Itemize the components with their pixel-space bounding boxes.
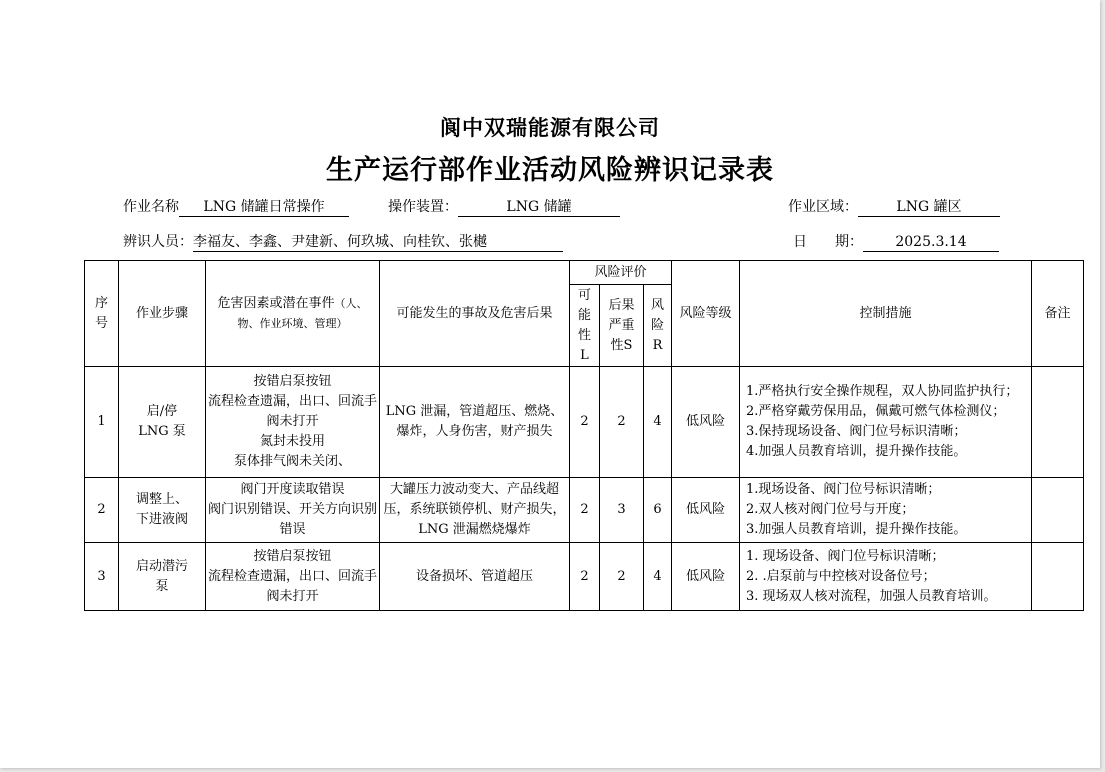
row-l: 2 xyxy=(570,543,600,611)
row-r: 4 xyxy=(644,367,672,478)
hazard-line: 阀门开度读取错误 xyxy=(240,482,345,497)
header-remark: 备注 xyxy=(1032,261,1084,367)
job-name-label: 作业名称 xyxy=(123,199,179,215)
header-control: 控制措施 xyxy=(740,261,1032,367)
control-line: 2.严格穿戴劳保用品，佩戴可燃气体检测仪； xyxy=(746,404,1006,419)
header-step: 作业步骤 xyxy=(119,261,206,367)
header-s: 后果严重性S xyxy=(600,285,644,367)
row-controls xyxy=(740,367,1032,478)
header-level: 风险等级 xyxy=(672,261,740,367)
row-hazards xyxy=(206,543,380,611)
row-remark xyxy=(1032,478,1084,543)
row-seq: 2 xyxy=(85,478,119,543)
table-row xyxy=(85,543,1084,611)
control-line: 1.现场设备、阀门位号标识清晰； xyxy=(746,482,941,497)
row-step: 启动潜污泵 xyxy=(119,543,206,611)
job-name-value: LNG 储罐日常操作 xyxy=(179,199,349,217)
row-l: 2 xyxy=(570,478,600,543)
row-s: 2 xyxy=(600,367,644,478)
date-label: 日 期： xyxy=(793,234,863,250)
header-hazard xyxy=(206,261,380,367)
row-r: 6 xyxy=(644,478,672,543)
row-consequence: 设备损坏、管道超压 xyxy=(380,543,570,611)
hazard-line: 流程检查遗漏，出口、回流手阀未打开 xyxy=(208,568,378,604)
hazard-line: 按错启泵按钮 xyxy=(253,374,332,389)
row-consequence: LNG 泄漏，管道超压、燃烧、爆炸，人身伤害，财产损失 xyxy=(380,367,570,478)
row-r: 4 xyxy=(644,543,672,611)
control-line: 3. 现场双人核对流程，加强人员教育培训。 xyxy=(746,588,997,604)
header-risk-eval: 风险评价 xyxy=(570,261,672,285)
area-field xyxy=(788,196,1000,217)
device-value: LNG 储罐 xyxy=(458,199,620,217)
hazard-line: 阀门识别错误、开关方向识别错误 xyxy=(208,502,378,537)
date-field xyxy=(793,231,999,252)
row-s: 2 xyxy=(600,543,644,611)
row-step: 调整上、下进液阀 xyxy=(119,478,206,543)
risk-table xyxy=(84,260,1084,611)
row-controls xyxy=(740,543,1032,611)
header-consequence: 可能发生的事故及危害后果 xyxy=(380,261,570,367)
control-line: 3.保持现场设备、阀门位号标识清晰； xyxy=(746,424,967,439)
row-remark xyxy=(1032,367,1084,478)
area-label: 作业区域： xyxy=(788,199,858,215)
row-level: 低风险 xyxy=(672,478,740,543)
row-remark xyxy=(1032,543,1084,611)
header-seq: 序号 xyxy=(85,261,119,367)
table-row xyxy=(85,367,1084,478)
header-hazard-note: （人、物、作业环境、管理） xyxy=(237,296,368,330)
header-l: 可能性L xyxy=(570,285,600,367)
area-value: LNG 罐区 xyxy=(858,199,1000,217)
row-hazards xyxy=(206,478,380,543)
control-line: 3.加强人员教育培训，提升操作技能。 xyxy=(746,522,967,537)
hazard-line: 泵体排气阀未关闭、 xyxy=(233,454,351,469)
device-field xyxy=(388,196,620,217)
control-line: 2.双人核对阀门位号与开度； xyxy=(746,502,915,517)
row-seq: 3 xyxy=(85,543,119,611)
header-hazard-main: 危害因素或潜在事件 xyxy=(217,295,335,311)
hazard-line: 按错启泵按钮 xyxy=(253,548,332,564)
row-level: 低风险 xyxy=(672,367,740,478)
control-line: 2. .启泵前与中控核对设备位号； xyxy=(746,568,936,584)
job-name-field xyxy=(123,196,349,217)
device-label: 操作装置： xyxy=(388,199,458,215)
row-l: 2 xyxy=(570,367,600,478)
people-value: 李福友、李鑫、尹建新、何玖城、向桂钦、张樾 xyxy=(193,234,563,252)
document-title: 生产运行部作业活动风险辨识记录表 xyxy=(326,155,774,186)
control-line: 1. 现场设备、阀门位号标识清晰； xyxy=(746,548,945,564)
row-level: 低风险 xyxy=(672,543,740,611)
people-label: 辨识人员： xyxy=(123,234,193,250)
date-value: 2025.3.14 xyxy=(863,234,999,252)
control-line: 4.加强人员教育培训，提升操作技能。 xyxy=(746,444,967,459)
row-controls xyxy=(740,478,1032,543)
table-row xyxy=(85,478,1084,543)
header-row xyxy=(85,261,1084,285)
row-consequence: 大罐压力波动变大、产品线超压，系统联锁停机、财产损失，LNG 泄漏燃烧爆炸 xyxy=(380,478,570,543)
row-seq: 1 xyxy=(85,367,119,478)
row-step: 启/停 LNG 泵 xyxy=(119,367,206,478)
row-hazards xyxy=(206,367,380,478)
row-s: 3 xyxy=(600,478,644,543)
company-name: 阆中双瑞能源有限公司 xyxy=(440,116,660,140)
control-line: 1.严格执行安全操作规程，双人协同监护执行； xyxy=(746,384,1019,399)
hazard-line: 流程检查遗漏，出口、回流手阀未打开 xyxy=(208,394,378,429)
hazard-line: 氮封未投用 xyxy=(259,434,325,449)
people-field xyxy=(123,231,563,252)
header-r: 风险R xyxy=(644,285,672,367)
